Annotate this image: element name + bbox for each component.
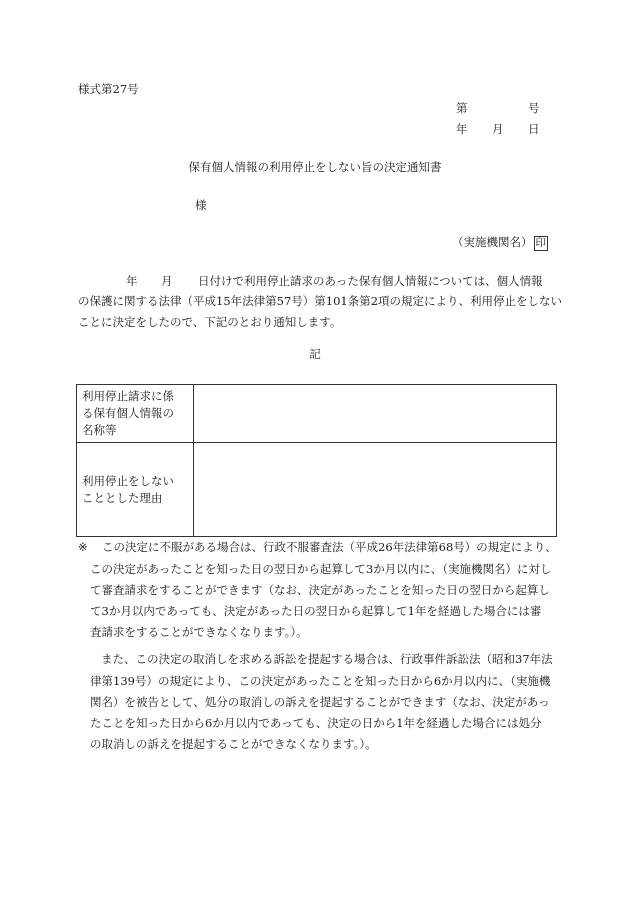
- row-label-reason: [77, 443, 194, 537]
- addressee-honorific: 様: [195, 198, 207, 212]
- body-line-1-text: 日付けで利用停止請求のあった保有個人情報については、個人情報: [198, 274, 543, 288]
- doc-number-suffix: 号: [528, 101, 540, 115]
- date-year: 年: [456, 122, 468, 136]
- note-line: 関名）を被告として、処分の取消しの訴えを提起することができます（なお、決定があっ: [90, 695, 550, 709]
- document-title: 保有個人情報の利用停止をしない旨の決定通知書: [188, 160, 442, 174]
- body-month: 月: [161, 274, 173, 288]
- note-line: の取消しの訴えを提起することができなくなります。）。: [90, 737, 377, 751]
- row-value-info-name: [194, 385, 557, 443]
- table-row: [77, 385, 557, 443]
- issuer: [452, 236, 548, 251]
- row-label-info-name: [77, 385, 194, 443]
- note-line: て審査請求をすることができます（なお、決定があったことを知った日の翌日から起算し: [90, 583, 550, 597]
- seal-mark: 印: [535, 237, 546, 249]
- issuer-label: （実施機関名）: [452, 235, 533, 249]
- note-line: 査請求をすることができなくなります。）。: [90, 625, 308, 639]
- label-line: こととした理由: [82, 490, 163, 505]
- body-line-1: [78, 276, 558, 290]
- form-number: 様式第27号: [78, 82, 139, 96]
- info-table: [76, 384, 557, 537]
- ki-heading: 記: [309, 347, 321, 361]
- row-value-reason: [194, 443, 557, 537]
- note-mark: ※: [78, 540, 88, 554]
- label-line: 利用停止をしない: [82, 473, 174, 488]
- date-month: 月: [492, 122, 504, 136]
- doc-number-prefix: 第: [456, 101, 468, 115]
- body-line-2: の保護に関する法律（平成15年法律第57号）第101条第2項の規定により、利用停止をしない: [78, 294, 563, 308]
- label-line: 名称等: [82, 423, 117, 437]
- table-row: [77, 443, 557, 537]
- note-line: て3か月以内であっても、決定があった日の翌日から起算して1年を経過した場合には審: [90, 604, 542, 618]
- note-line: この決定があったことを知った日の翌日から起算して3か月以内に、（実施機関名）に対し: [90, 562, 552, 576]
- note-line: また、この決定の取消しを求める訴訟を提起する場合は、行政事件訴訟法（昭和37年法: [101, 652, 553, 666]
- body-line-3: ことに決定をしたので、下記のとおり通知します。: [78, 315, 342, 329]
- label-line: 利用停止請求に係: [82, 389, 174, 403]
- note-line: 律第139号）の規定により、この決定があったことを知った日から6か月以内に、（実施機: [90, 674, 551, 688]
- label-line: る保有個人情報の: [82, 406, 174, 420]
- date-day: 日: [528, 122, 540, 136]
- body-year: 年: [126, 274, 138, 288]
- note-line: ※ この決定に不服がある場合は、行政不服審査法（平成26年法律第68号）の規定により、: [78, 540, 557, 554]
- note-line: たことを知った日から6か月以内であっても、決定の日から1年を経過した場合には処分: [90, 716, 542, 730]
